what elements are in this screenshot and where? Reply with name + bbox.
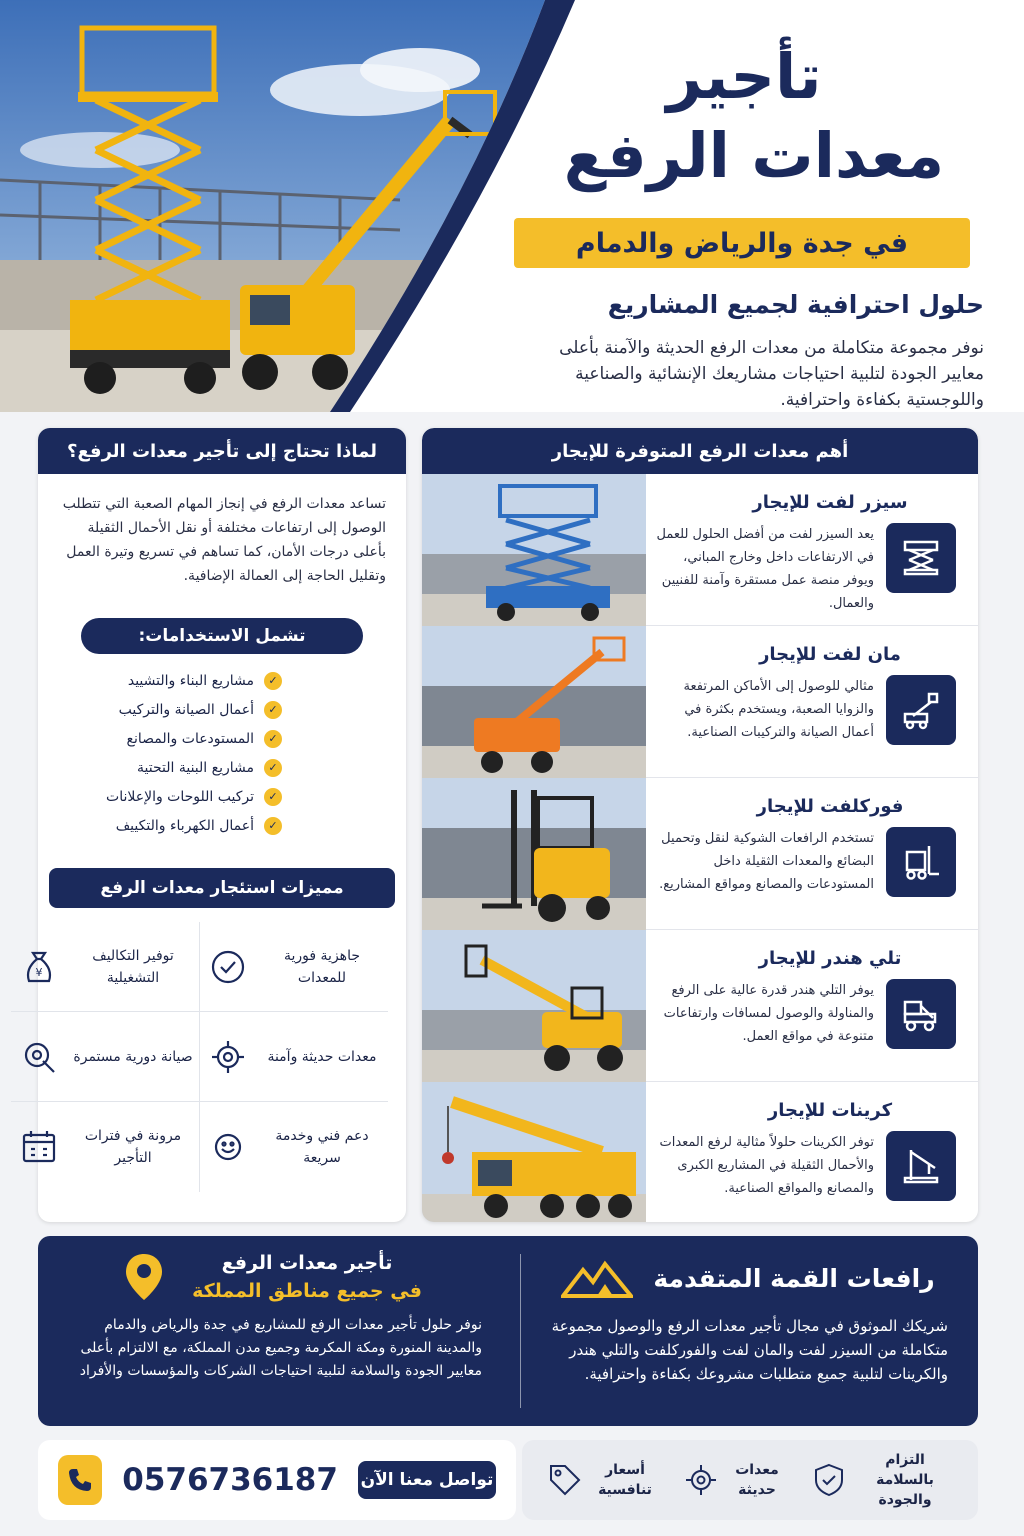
check-icon: ✓ xyxy=(264,817,282,835)
coverage-subtitle: في جميع مناطق المملكة xyxy=(192,1280,422,1302)
footer-badge: معدات حديثة xyxy=(683,1460,785,1500)
equipment-item[interactable] xyxy=(422,1082,978,1222)
check-icon: ✓ xyxy=(264,759,282,777)
equipment-description: توفر الكرينات حلولاً مثالية لرفع المعدات والأحمال الثقيلة في المشاريع الكبرى والمصانع والمواقع الصناعية. xyxy=(659,1135,874,1196)
feature-item: معدات حديثة وآمنة xyxy=(199,1012,388,1102)
gear-wrench-icon xyxy=(17,1035,61,1079)
coverage-description: نوفر حلول تأجير معدات الرفع للمشاريع في جدة والرياض والدمام والمدينة المنورة ومكة المكرمة وجميع مدن المملكة، مع الالتزام بأعلى معايير الجودة والسلامة لتلبية احتياجات الشركات والمؤسسات والأفراد xyxy=(79,1317,482,1379)
boom-lift-photo xyxy=(422,626,646,778)
coverage-block xyxy=(38,1236,518,1426)
why-heading: لماذا تحتاج إلى تأجير معدات الرفع؟ xyxy=(38,428,406,474)
uses-heading: تشمل الاستخدامات: xyxy=(81,618,363,654)
equipment-name: تلي هندر للإيجار xyxy=(758,948,902,969)
brand-name: رافعات القمة المتقدمة xyxy=(653,1263,935,1293)
feature-item: توفير التكاليف التشغيلية ¥ xyxy=(11,922,199,1012)
brand-block xyxy=(518,1236,978,1426)
hero-photo-scissor-and-boom-lift xyxy=(0,0,600,412)
location-pin-icon xyxy=(124,1252,164,1302)
calendar-icon xyxy=(17,1125,61,1169)
page-title-line-2: معدات الرفع xyxy=(563,119,945,192)
uses-list xyxy=(38,666,406,840)
brand-banner xyxy=(38,1236,978,1426)
contact-now-button[interactable]: تواصل معنا الآن xyxy=(358,1461,496,1499)
hero-section xyxy=(0,0,1024,412)
footer-badge: أسعار تنافسية xyxy=(547,1460,657,1500)
equipment-description: يعد السيزر لفت من أفضل الحلول للعمل في الارتفاعات داخل وخارج المباني، ويوفر منصة عمل مستقرة وآمنة للفنيين والعمال. xyxy=(656,527,874,611)
intro-text: نوفر مجموعة متكاملة من معدات الرفع الحديثة والآمنة بأعلى معايير الجودة لتلبية احتياجات مشاريعك الإنشائية والصناعية واللوجستية بكفاءة واحترافية. xyxy=(559,338,984,410)
equipment-name: كرينات للإيجار xyxy=(767,1100,893,1121)
money-bag-icon xyxy=(17,945,61,989)
brand-description: شريكك الموثوق في مجال تأجير معدات الرفع والوصول مجموعة متكاملة من السيزر لفت والمان لفت والفوركلفت والتلي هندر والكرينات لتلبية جميع متطلبات مشروعك بكفاءة واحترافية. xyxy=(551,1317,948,1383)
features-grid xyxy=(35,922,388,1192)
features-heading: مميزات استئجار معدات الرفع xyxy=(49,868,395,908)
page-title-line-1: تأجير xyxy=(666,40,822,113)
gear-icon xyxy=(683,1462,719,1498)
check-icon: ✓ xyxy=(264,788,282,806)
forklift-photo xyxy=(422,778,646,930)
equipment-name: سيزر لفت للإيجار xyxy=(752,492,908,513)
tagline: حلول احترافية لجميع المشاريع xyxy=(607,290,984,319)
equipment-name: مان لفت للإيجار xyxy=(759,644,901,665)
equipment-info xyxy=(646,1082,978,1222)
check-icon: ✓ xyxy=(264,701,282,719)
footer-badges xyxy=(522,1440,978,1520)
feature-item: مرونة في فترات التأجير xyxy=(11,1102,199,1192)
equipment-info xyxy=(646,626,978,777)
footer-badge: التزام بالسلامة والجودة xyxy=(811,1450,953,1510)
check-icon: ✓ xyxy=(264,730,282,748)
shield-check-icon xyxy=(206,945,250,989)
crane-photo xyxy=(422,1082,646,1222)
equipment-name: فوركلفت للإيجار xyxy=(756,796,904,817)
list-item: ✓ تركيب اللوحات والإعلانات xyxy=(38,782,282,811)
svg-text:¥: ¥ xyxy=(35,965,43,979)
telehandler-icon xyxy=(886,979,956,1049)
feature-item: دعم فني وخدمة سريعة xyxy=(199,1102,388,1192)
equipment-info xyxy=(646,778,978,929)
price-tag-icon xyxy=(547,1462,583,1498)
forklift-icon xyxy=(886,827,956,897)
list-item: ✓ المستودعات والمصانع xyxy=(38,724,282,753)
why-text: تساعد معدات الرفع في إنجاز المهام الصعبة التي تتطلب الوصول إلى ارتفاعات مختلفة أو نقل الأحمال الثقيلة بأعلى درجات الأمان، كما تساهم في تسريع وتيرة العمل وتقليل الحاجة إلى العمالة الإضافية. xyxy=(62,496,386,584)
boom-lift-icon xyxy=(886,675,956,745)
cities-banner: في جدة والرياض والدمام xyxy=(514,218,970,268)
list-item: ✓ أعمال الصيانة والتركيب xyxy=(38,695,282,724)
coverage-title: تأجير معدات الرفع xyxy=(221,1252,393,1274)
contact-bar xyxy=(38,1440,516,1520)
telehandler-photo xyxy=(422,930,646,1082)
shield-check-icon xyxy=(811,1462,847,1498)
mountain-logo-icon xyxy=(561,1258,633,1298)
support-gear-icon xyxy=(206,1125,250,1169)
equipment-item[interactable] xyxy=(422,626,978,778)
check-icon: ✓ xyxy=(264,672,282,690)
equipment-heading: أهم معدات الرفع المتوفرة للإيجار xyxy=(422,428,978,474)
feature-item: صيانة دورية مستمرة xyxy=(11,1012,199,1102)
crane-icon xyxy=(886,1131,956,1201)
hero-text xyxy=(524,40,984,412)
list-item: ✓ مشاريع البناء والتشييد xyxy=(38,666,282,695)
phone-number[interactable]: 0576736187 xyxy=(122,1462,338,1498)
equipment-item[interactable] xyxy=(422,474,978,626)
equipment-description: مثالي للوصول إلى الأماكن المرتفعة والزوايا الصعبة، ويستخدم بكثرة في أعمال الصيانة والتركيبات الصناعية. xyxy=(683,679,874,740)
gear-shield-icon xyxy=(206,1035,250,1079)
equipment-description: تستخدم الرافعات الشوكية لنقل وتحميل البضائع والمعدات الثقيلة داخل المستودعات والمصانع ومواقع المشاريع. xyxy=(659,831,874,892)
scissor-lift-photo xyxy=(422,474,646,626)
equipment-item[interactable] xyxy=(422,930,978,1082)
info-panel xyxy=(35,428,406,1222)
equipment-panel xyxy=(422,428,978,1222)
list-item: ✓ مشاريع البنية التحتية xyxy=(38,753,282,782)
equipment-info xyxy=(646,474,978,625)
feature-item: جاهزية فورية للمعدات xyxy=(199,922,388,1012)
equipment-item[interactable] xyxy=(422,778,978,930)
phone-icon[interactable] xyxy=(58,1455,102,1505)
divider xyxy=(520,1254,521,1408)
scissor-lift-icon xyxy=(886,523,956,593)
equipment-info xyxy=(646,930,978,1081)
equipment-description: يوفر التلي هندر قدرة عالية على الرفع والمناولة والوصول لمسافات وارتفاعات متنوعة في مواقع العمل. xyxy=(663,983,874,1044)
list-item: ✓ أعمال الكهرباء والتكييف xyxy=(38,811,282,840)
